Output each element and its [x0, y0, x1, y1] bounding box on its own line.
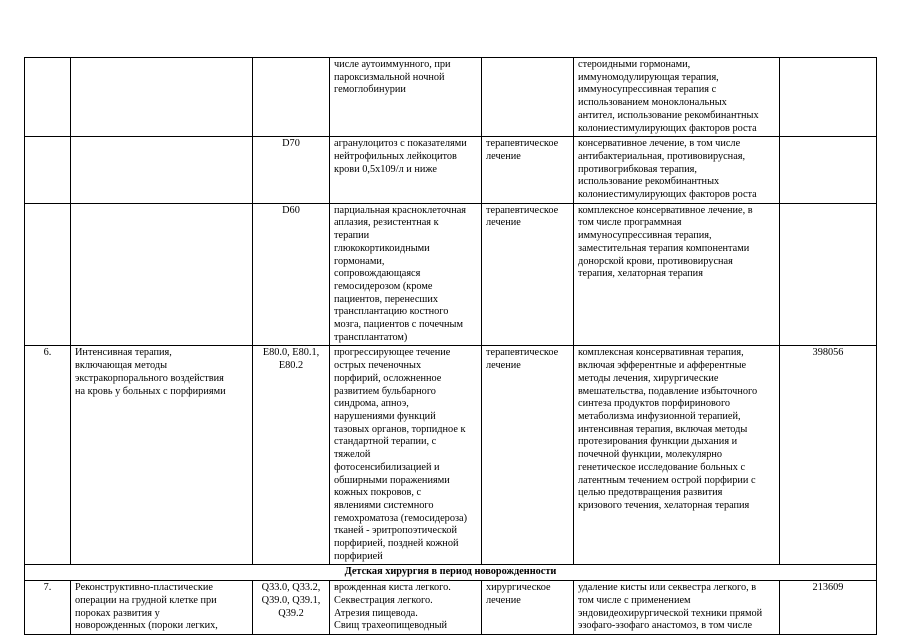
patient-model: агранулоцитоз с показателями нейтрофильных лейкоцитов крови 0,5х109/л и ниже — [330, 137, 482, 204]
treatment-category: хирургическое лечение — [482, 581, 574, 635]
standard-cost — [780, 137, 877, 204]
icd-code: D60 — [253, 203, 330, 346]
table-row — [25, 137, 877, 204]
treatment-method: удаление кисты или секвестра легкого, в том числе с применением эндовидеохирургической техники прямой эзофаго-эзофаго анастомоз, в том числе — [574, 581, 780, 635]
care-type-name: Реконструктивно-пластические операции на грудной клетке при пороках развития у новорожденных (пороки легких, — [71, 581, 253, 635]
row-number: 7. — [25, 581, 71, 635]
standard-cost — [780, 203, 877, 346]
treatment-method: комплексная консервативная терапия, включая эфферентные и афферентные методы лечения, хирургические вмешательства, подавление избыточного синтеза продуктов порфиринового метаболизма инфузионной терапией, интенсивная терапия, включая методы протезирования функции дыхания и почечной функции, молекулярно генетическое исследование больных с латентным течением острой порфирии с целью предотвращения развития кризового течения, хелаторная терапия — [574, 346, 780, 565]
row-number: 6. — [25, 346, 71, 565]
icd-code — [253, 58, 330, 137]
treatment-category: терапевтическое лечение — [482, 137, 574, 204]
care-type-name — [71, 203, 253, 346]
treatment-category: терапевтическое лечение — [482, 203, 574, 346]
section-heading: Детская хирургия в период новорожденности — [25, 565, 877, 581]
standard-cost: 213609 — [780, 581, 877, 635]
standard-cost: 398056 — [780, 346, 877, 565]
care-type-name: Интенсивная терапия, включающая методы экстракорпорального воздействия на кровь у больных с порфириями — [71, 346, 253, 565]
row-number — [25, 58, 71, 137]
treatment-method: стероидными гормонами, иммуномодулирующая терапия, иммуносупрессивная терапия с использованием моноклональных антител, использование рекомбинантных колониестимулирующих факторов роста — [574, 58, 780, 137]
patient-model: врожденная киста легкого. Секвестрация легкого. Атрезия пищевода. Свищ трахеопищеводный — [330, 581, 482, 635]
patient-model: парциальная красноклеточная аплазия, резистентная к терапии глюкокортикоидными гормонами, сопровождающаяся гемосидерозом (кроме пациентов, перенесших трансплантацию костного мозга, пациентов с почечным трансплантатом) — [330, 203, 482, 346]
patient-model: числе аутоиммунного, при пароксизмальной ночной гемоглобинурии — [330, 58, 482, 137]
table-row — [25, 58, 877, 137]
treatment-category — [482, 58, 574, 137]
patient-model: прогрессирующее течение острых печеночных порфирий, осложненное развитием бульбарного синдрома, апноэ, нарушениями функций тазовых органов, торпидное к стандартной терапии, с тяжелой фотосенсибилизацией и обширными поражениями кожных покровов, с явлениями системного гемохроматоза (гемосидероза) тканей - эритропоэтической порфирией, поздней кожной порфирией — [330, 346, 482, 565]
icd-code: Q33.0, Q33.2, Q39.0, Q39.1, Q39.2 — [253, 581, 330, 635]
treatment-method: комплексное консервативное лечение, в том числе программная иммуносупрессивная терапия, заместительная терапия компонентами донорской крови, противовирусная терапия, хелаторная терапия — [574, 203, 780, 346]
icd-code: D70 — [253, 137, 330, 204]
table-row — [25, 346, 877, 565]
section-row — [25, 565, 877, 581]
care-type-name — [71, 137, 253, 204]
icd-code: E80.0, E80.1, E80.2 — [253, 346, 330, 565]
row-number — [25, 137, 71, 204]
treatment-category: терапевтическое лечение — [482, 346, 574, 565]
table-row — [25, 581, 877, 635]
row-number — [25, 203, 71, 346]
care-type-name — [71, 58, 253, 137]
table-row — [25, 203, 877, 346]
treatment-method: консервативное лечение, в том числе антибактериальная, противовирусная, противогрибковая терапия, использование рекомбинантных колониестимулирующих факторов роста — [574, 137, 780, 204]
medical-care-table — [24, 57, 877, 635]
standard-cost — [780, 58, 877, 137]
